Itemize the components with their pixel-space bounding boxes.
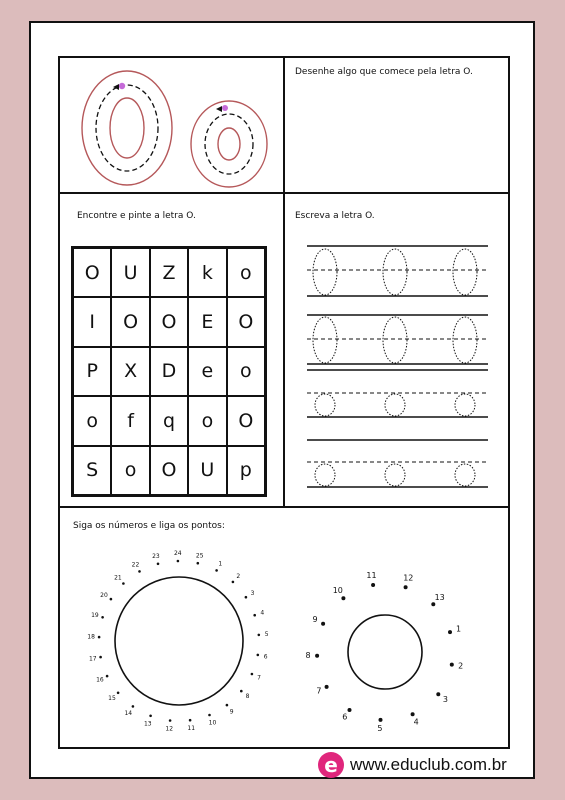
dot-label: 24 [173,550,182,557]
dot-label: 16 [96,676,104,684]
dot-point[interactable] [379,718,383,722]
dot-point[interactable] [348,708,352,712]
dot-label: 21 [114,574,122,582]
dot-point[interactable] [436,692,440,696]
grid-cell[interactable]: o [73,396,111,445]
grid-cell[interactable]: D [150,347,188,396]
grid-cell[interactable]: U [111,248,149,297]
dot-label: 7 [316,686,322,696]
dot-label: 11 [366,571,377,581]
dot-label: 14 [124,709,133,717]
grid-cell[interactable]: o [227,347,265,396]
dot-label: 22 [131,561,140,569]
dot-label: 10 [332,586,343,596]
instruction-find: Encontre e pinte a letra O. [77,211,196,221]
dot-point[interactable] [404,585,408,589]
dot-label: 6 [342,712,348,722]
grid-cell[interactable]: k [188,248,226,297]
dot-label: 18 [87,633,95,641]
dot-label: 13 [434,592,445,602]
grid-cell[interactable]: P [73,347,111,396]
dot-label: 10 [208,719,217,727]
dot-label: 2 [458,661,464,671]
grid-cell[interactable]: E [188,297,226,346]
grid-cell[interactable]: O [150,297,188,346]
dot-label: 8 [245,693,250,701]
dot-label: 3 [442,694,448,704]
dot-label: 12 [165,725,174,733]
dot-point[interactable] [321,622,325,626]
grid-cell[interactable]: p [227,446,265,495]
dot-point[interactable] [411,712,415,716]
dot-label: 1 [218,560,223,568]
dot-point[interactable] [448,630,452,634]
grid-cell[interactable]: Z [150,248,188,297]
instruction-connect: Siga os números e liga os pontos: [73,521,225,531]
dot-label: 5 [377,723,383,733]
dot-label: 20 [100,591,108,599]
footer-url[interactable]: www.educlub.com.br [350,755,507,774]
dot-label: 19 [91,612,99,619]
dot-label: 8 [305,651,311,661]
dot-label: 6 [263,653,268,661]
grid-cell[interactable]: O [150,446,188,495]
dot-point[interactable] [371,583,375,587]
dot-label: 25 [195,552,204,560]
dot-label: 4 [260,609,265,617]
dot-label: 11 [187,725,196,733]
dot-label: 4 [413,717,419,727]
educlub-logo-icon: e [318,752,344,778]
dot-label: 3 [250,589,255,597]
dots-small-circle [348,615,422,689]
dot-label: 9 [229,708,234,716]
dot-label: 9 [312,615,318,624]
grid-cell[interactable]: o [227,248,265,297]
grid-cell[interactable]: X [111,347,149,396]
instruction-write: Escreva a letra O. [295,211,375,221]
dot-label: 2 [236,573,241,580]
dot-label: 23 [152,553,160,561]
grid-cell[interactable]: O [73,248,111,297]
dot-label: 1 [456,624,462,634]
dot-point[interactable] [325,685,329,689]
grid-cell[interactable]: O [227,297,265,346]
grid-cell[interactable]: O [111,297,149,346]
grid-cell[interactable]: q [150,396,188,445]
grid-cell[interactable]: f [111,396,149,445]
grid-cell[interactable]: U [188,446,226,495]
grid-cell[interactable]: I [73,297,111,346]
dot-point[interactable] [450,663,454,667]
instruction-draw: Desenhe algo que comece pela letra O. [295,67,473,77]
grid-cell[interactable]: e [188,347,226,396]
grid-cell[interactable]: S [73,446,111,495]
dot-label: 7 [257,674,262,682]
dot-label: 17 [88,655,97,663]
dot-point[interactable] [315,654,319,658]
dot-label: 5 [264,631,269,639]
dot-label: 12 [403,573,414,583]
dot-point[interactable] [431,602,435,606]
dot-label: 15 [108,695,116,702]
dot-label: 13 [143,720,152,728]
dot-point[interactable] [341,596,345,600]
grid-cell[interactable]: O [227,396,265,445]
footer-brand [318,752,507,778]
grid-cell[interactable]: o [111,446,149,495]
grid-cell[interactable]: o [188,396,226,445]
